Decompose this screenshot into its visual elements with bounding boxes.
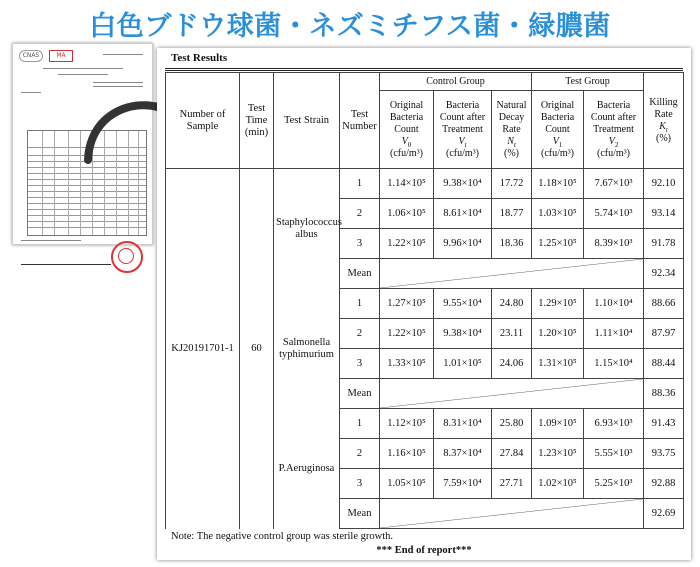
cell-v2: 6.93×10³: [584, 409, 644, 439]
mean-blank-cell: [380, 499, 644, 529]
diagonal-line: [380, 379, 643, 408]
original-count-unit: (cfu/m³): [390, 147, 423, 159]
test-number: 2: [340, 199, 380, 229]
cell-nt: 18.77: [492, 199, 532, 229]
cell-kt: 88.44: [644, 349, 684, 379]
end-of-report: *** End of report***: [376, 545, 472, 556]
cell-vt: 1.01×10⁵: [434, 349, 492, 379]
original-count-subscript: 0: [407, 140, 412, 149]
results-table: [165, 72, 684, 529]
test-after-treatment-symbol: V: [608, 135, 615, 147]
cell-vt: 9.55×10⁴: [434, 289, 492, 319]
natural-decay-unit: (%): [504, 147, 519, 159]
header-control-group: Control Group: [380, 73, 532, 91]
killing-rate-symbol: K: [659, 120, 666, 132]
cell-v0: 1.06×10⁵: [380, 199, 434, 229]
cell-v1: 1.29×10⁵: [532, 289, 584, 319]
test-results-report: [157, 48, 691, 560]
header-test-strain: Test Strain: [274, 73, 340, 169]
sample-id: KJ20191701-1: [166, 169, 240, 529]
killing-rate-unit: (%): [656, 132, 672, 144]
cell-v1: 1.25×10⁵: [532, 229, 584, 259]
cell-v1: 1.18×10⁵: [532, 169, 584, 199]
cell-v1: 1.02×10⁵: [532, 469, 584, 499]
cell-kt: 91.78: [644, 229, 684, 259]
cell-v1: 1.20×10⁵: [532, 319, 584, 349]
header-after-treatment: [434, 91, 492, 169]
cell-v0: 1.22×10⁵: [380, 319, 434, 349]
cell-v0: 1.27×10⁵: [380, 289, 434, 319]
cell-vt: 9.96×10⁴: [434, 229, 492, 259]
mean-value: 92.69: [644, 499, 684, 529]
test-original-count-label: Original Bacteria Count: [540, 99, 575, 135]
mean-blank-cell: [380, 379, 644, 409]
test-number: 1: [340, 289, 380, 319]
cell-nt: 18.36: [492, 229, 532, 259]
strain-name: Salmonella typhimurium: [274, 289, 340, 409]
cell-vt: 8.37×10⁴: [434, 439, 492, 469]
cell-vt: 9.38×10⁴: [434, 169, 492, 199]
header-test-after-treatment: [584, 91, 644, 169]
after-treatment-subscript: t: [464, 140, 467, 149]
cell-v0: 1.16×10⁵: [380, 439, 434, 469]
header-test-original-count: [532, 91, 584, 169]
cell-nt: 17.72: [492, 169, 532, 199]
header-test-number: Test Number: [340, 73, 380, 169]
cell-nt: 23.11: [492, 319, 532, 349]
test-number: 3: [340, 469, 380, 499]
header-killing-rate: [644, 73, 684, 169]
cell-v2: 5.74×10³: [584, 199, 644, 229]
diagonal-line: [380, 259, 643, 288]
cell-v2: 1.10×10⁴: [584, 289, 644, 319]
test-number: 1: [340, 409, 380, 439]
cell-vt: 9.38×10⁴: [434, 319, 492, 349]
test-after-treatment-subscript: 2: [614, 140, 619, 149]
cell-v2: 5.25×10³: [584, 469, 644, 499]
cell-kt: 91.43: [644, 409, 684, 439]
thumbnail-logos: [19, 50, 89, 62]
cell-nt: 27.84: [492, 439, 532, 469]
cell-v0: 1.12×10⁵: [380, 409, 434, 439]
cell-kt: 92.88: [644, 469, 684, 499]
test-number: 2: [340, 439, 380, 469]
test-original-count-subscript: 1: [558, 140, 563, 149]
test-after-treatment-label: Bacteria Count after Treatment: [590, 99, 637, 135]
cell-v1: 1.03×10⁵: [532, 199, 584, 229]
natural-decay-subscript: t: [513, 140, 516, 149]
cell-vt: 8.61×10⁴: [434, 199, 492, 229]
natural-decay-label: Natural Decay Rate: [496, 99, 527, 135]
original-count-label: Original Bacteria Count: [389, 99, 424, 135]
killing-rate-label: Killing Rate: [649, 96, 678, 120]
report-note: Note: The negative control group was sterile growth.: [171, 531, 393, 542]
test-time-value: 60: [240, 169, 274, 529]
mean-blank-cell: [380, 259, 644, 289]
after-treatment-unit: (cfu/m³): [446, 147, 479, 159]
cell-nt: 27.71: [492, 469, 532, 499]
cell-kt: 87.97: [644, 319, 684, 349]
cell-kt: 93.14: [644, 199, 684, 229]
cell-nt: 24.06: [492, 349, 532, 379]
header-number-of-sample: Number of Sample: [166, 73, 240, 169]
strain-name: Staphylococcus albus: [274, 169, 340, 289]
mean-value: 92.34: [644, 259, 684, 289]
cell-v1: 1.23×10⁵: [532, 439, 584, 469]
killing-rate-subscript: t: [665, 125, 668, 134]
cell-v2: 7.67×10³: [584, 169, 644, 199]
header-test-time: Test Time (min): [240, 73, 274, 169]
strain-name: P.Aeruginosa: [274, 409, 340, 529]
mean-label: Mean: [340, 499, 380, 529]
test-original-count-unit: (cfu/m³): [541, 147, 574, 159]
test-after-treatment-unit: (cfu/m³): [597, 147, 630, 159]
cell-vt: 7.59×10⁴: [434, 469, 492, 499]
cnas-logo: CNAS: [19, 50, 43, 62]
test-number: 2: [340, 319, 380, 349]
original-count-symbol: V: [401, 135, 408, 147]
cell-v1: 1.09×10⁵: [532, 409, 584, 439]
red-seal-inner: [118, 248, 134, 264]
test-number: 3: [340, 349, 380, 379]
cma-logo: MA: [49, 50, 73, 62]
header-test-group: Test Group: [532, 73, 644, 91]
test-number: 1: [340, 169, 380, 199]
report-title: Test Results: [171, 52, 228, 64]
header-natural-decay: [492, 91, 532, 169]
cell-nt: 24.80: [492, 289, 532, 319]
cell-v0: 1.05×10⁵: [380, 469, 434, 499]
cell-vt: 8.31×10⁴: [434, 409, 492, 439]
cell-kt: 92.10: [644, 169, 684, 199]
cell-v1: 1.31×10⁵: [532, 349, 584, 379]
diagonal-line: [380, 499, 643, 528]
natural-decay-symbol: N: [507, 135, 514, 147]
mean-value: 88.36: [644, 379, 684, 409]
mean-label: Mean: [340, 259, 380, 289]
cell-kt: 88.66: [644, 289, 684, 319]
after-treatment-label: Bacteria Count after Treatment: [439, 99, 486, 135]
test-original-count-symbol: V: [552, 135, 559, 147]
cell-v2: 1.11×10⁴: [584, 319, 644, 349]
test-number: 3: [340, 229, 380, 259]
mean-label: Mean: [340, 379, 380, 409]
cell-v2: 1.15×10⁴: [584, 349, 644, 379]
header-original-count: [380, 91, 434, 169]
page-headline: 白色ブドウ球菌・ネズミチフス菌・緑膿菌: [89, 11, 611, 42]
cell-v2: 8.39×10³: [584, 229, 644, 259]
cell-v0: 1.22×10⁵: [380, 229, 434, 259]
cell-v0: 1.14×10⁵: [380, 169, 434, 199]
cell-v0: 1.33×10⁵: [380, 349, 434, 379]
after-treatment-symbol: V: [458, 135, 465, 147]
cell-kt: 93.75: [644, 439, 684, 469]
cell-v2: 5.55×10³: [584, 439, 644, 469]
cell-nt: 25.80: [492, 409, 532, 439]
